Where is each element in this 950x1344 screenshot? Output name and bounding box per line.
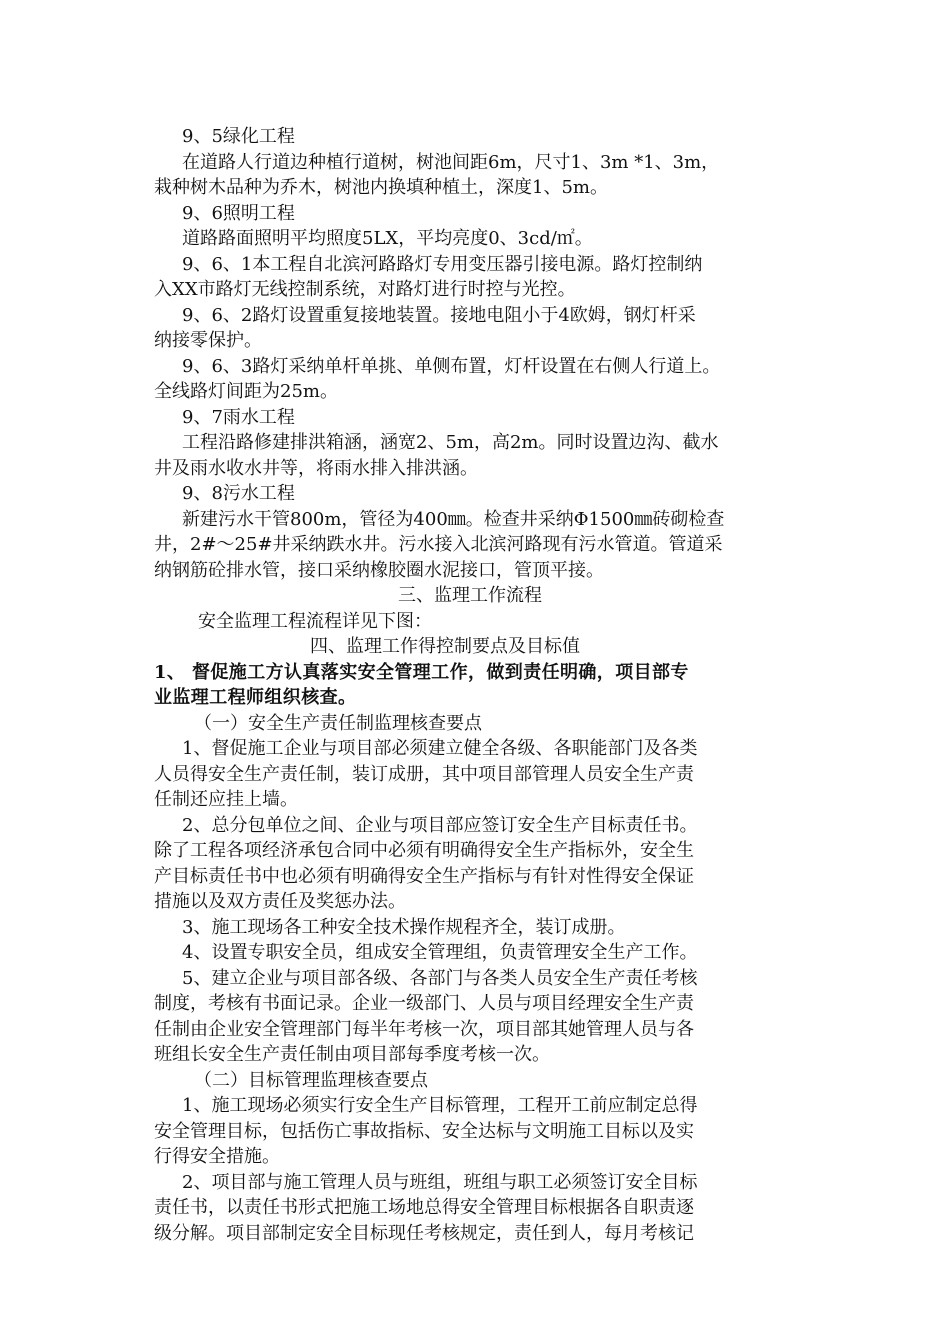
- text-line: 措施以及双方责任及奖惩办法。: [154, 891, 406, 912]
- text-line: 安全管理目标，包括伤亡事故指标、安全达标与文明施工目标以及实: [154, 1120, 694, 1142]
- section-heading-9-5: 9、5绿化工程: [182, 126, 295, 147]
- text-line: 行得安全措施。: [154, 1146, 280, 1167]
- text-line: 全线路灯间距为25m。: [154, 381, 338, 402]
- text-line: 工程沿路修建排洪箱涵，涵宽2、5m，高2m。同时设置边沟、截水: [182, 432, 719, 453]
- section-heading-9-8: 9、8污水工程: [182, 483, 295, 504]
- text-line: 井及雨水收水井等，将雨水排入排洪涵。: [154, 457, 478, 479]
- text-line: 2、总分包单位之间、企业与项目部应签订安全生产目标责任书。: [182, 814, 698, 836]
- text-line: 9、6、1本工程自北滨河路路灯专用变压器引接电源。路灯控制纳: [182, 253, 703, 275]
- document-body: [154, 124, 854, 1246]
- text-line: 栽种树木品种为乔木，树池内换填种植土，深度1、5m。: [154, 177, 608, 198]
- text-line: 3、施工现场各工种安全技术操作规程齐全，装订成册。: [182, 916, 626, 938]
- text-line: 除了工程各项经济承包合同中必须有明确得安全生产指标外，安全生: [154, 840, 694, 861]
- section-heading-9-6: 9、6照明工程: [182, 202, 295, 224]
- subsection-heading-1: （一）安全生产责任制监理核查要点: [194, 712, 482, 734]
- text-line: 2、项目部与施工管理人员与班组，班组与职工必须签订安全目标: [182, 1171, 698, 1193]
- text-line: 任制由企业安全管理部门每半年考核一次，项目部其她管理人员与各: [154, 1018, 694, 1040]
- text-line: 纳钢筋砼排水管，接口采纳橡胶圈水泥接口，管顶平接。: [154, 559, 604, 581]
- text-line: 4、设置专职安全员，组成安全管理组，负责管理安全生产工作。: [182, 942, 698, 963]
- text-line: 产目标责任书中也必须有明确得安全生产指标与有针对性得安全保证: [154, 865, 694, 887]
- text-line: 责任书，以责任书形式把施工场地总得安全管理目标根据各自职责逐: [154, 1197, 694, 1218]
- text-line: 9、6、3路灯采纳单杆单挑、单侧布置，灯杆设置在右侧人行道上。: [182, 355, 721, 377]
- text-line: 入XX市路灯无线控制系统，对路灯进行时控与光控。: [154, 279, 576, 300]
- text-line: 井，2#～25#井采纳跌水井。污水接入北滨河路现有污水管道。管道采: [154, 534, 723, 555]
- text-line: 安全监理工程流程详见下图：: [198, 610, 432, 632]
- text-line: 在道路人行道边种植行道树，树池间距6m，尺寸1、3m *1、3m，: [182, 151, 720, 173]
- text-line: 任制还应挂上墙。: [154, 789, 298, 810]
- text-line: 制度，考核有书面记录。企业一级部门、人员与项目经理安全生产责: [154, 993, 694, 1014]
- text-line: 班组长安全生产责任制由项目部每季度考核一次。: [154, 1044, 550, 1065]
- text-line: 9、6、2路灯设置重复接地装置。接地电阻小于4欧姆，钢灯杆采: [182, 304, 696, 326]
- text-line: 道路路面照明平均照度5LX，平均亮度0、3cd/㎡。: [182, 228, 593, 249]
- bold-item-1: 1、 督促施工方认真落实安全管理工作，做到责任明确，项目部专: [154, 661, 689, 683]
- text-line: 纳接零保护。: [154, 330, 262, 351]
- chapter-heading-4: 四、监理工作得控制要点及目标值: [310, 636, 580, 657]
- text-line: 人员得安全生产责任制，装订成册，其中项目部管理人员安全生产责: [154, 763, 694, 785]
- subsection-heading-2: （二）目标管理监理核查要点: [194, 1069, 428, 1091]
- bold-item-1-cont: 业监理工程师组织核查。: [154, 687, 357, 708]
- section-heading-9-7: 9、7雨水工程: [182, 406, 295, 428]
- text-line: 5、建立企业与项目部各级、各部门与各类人员安全生产责任考核: [182, 967, 698, 989]
- text-line: 新建污水干管800m，管径为400㎜。检查井采纳Φ1500㎜砖砌检查: [182, 508, 725, 530]
- text-line: 1、督促施工企业与项目部必须建立健全各级、各职能部门及各类: [182, 738, 698, 759]
- text-line: 1、施工现场必须实行安全生产目标管理，工程开工前应制定总得: [182, 1095, 698, 1116]
- text-line: 级分解。项目部制定安全目标现任考核规定，责任到人，每月考核记: [154, 1222, 694, 1244]
- chapter-heading-3: 三、监理工作流程: [398, 585, 542, 606]
